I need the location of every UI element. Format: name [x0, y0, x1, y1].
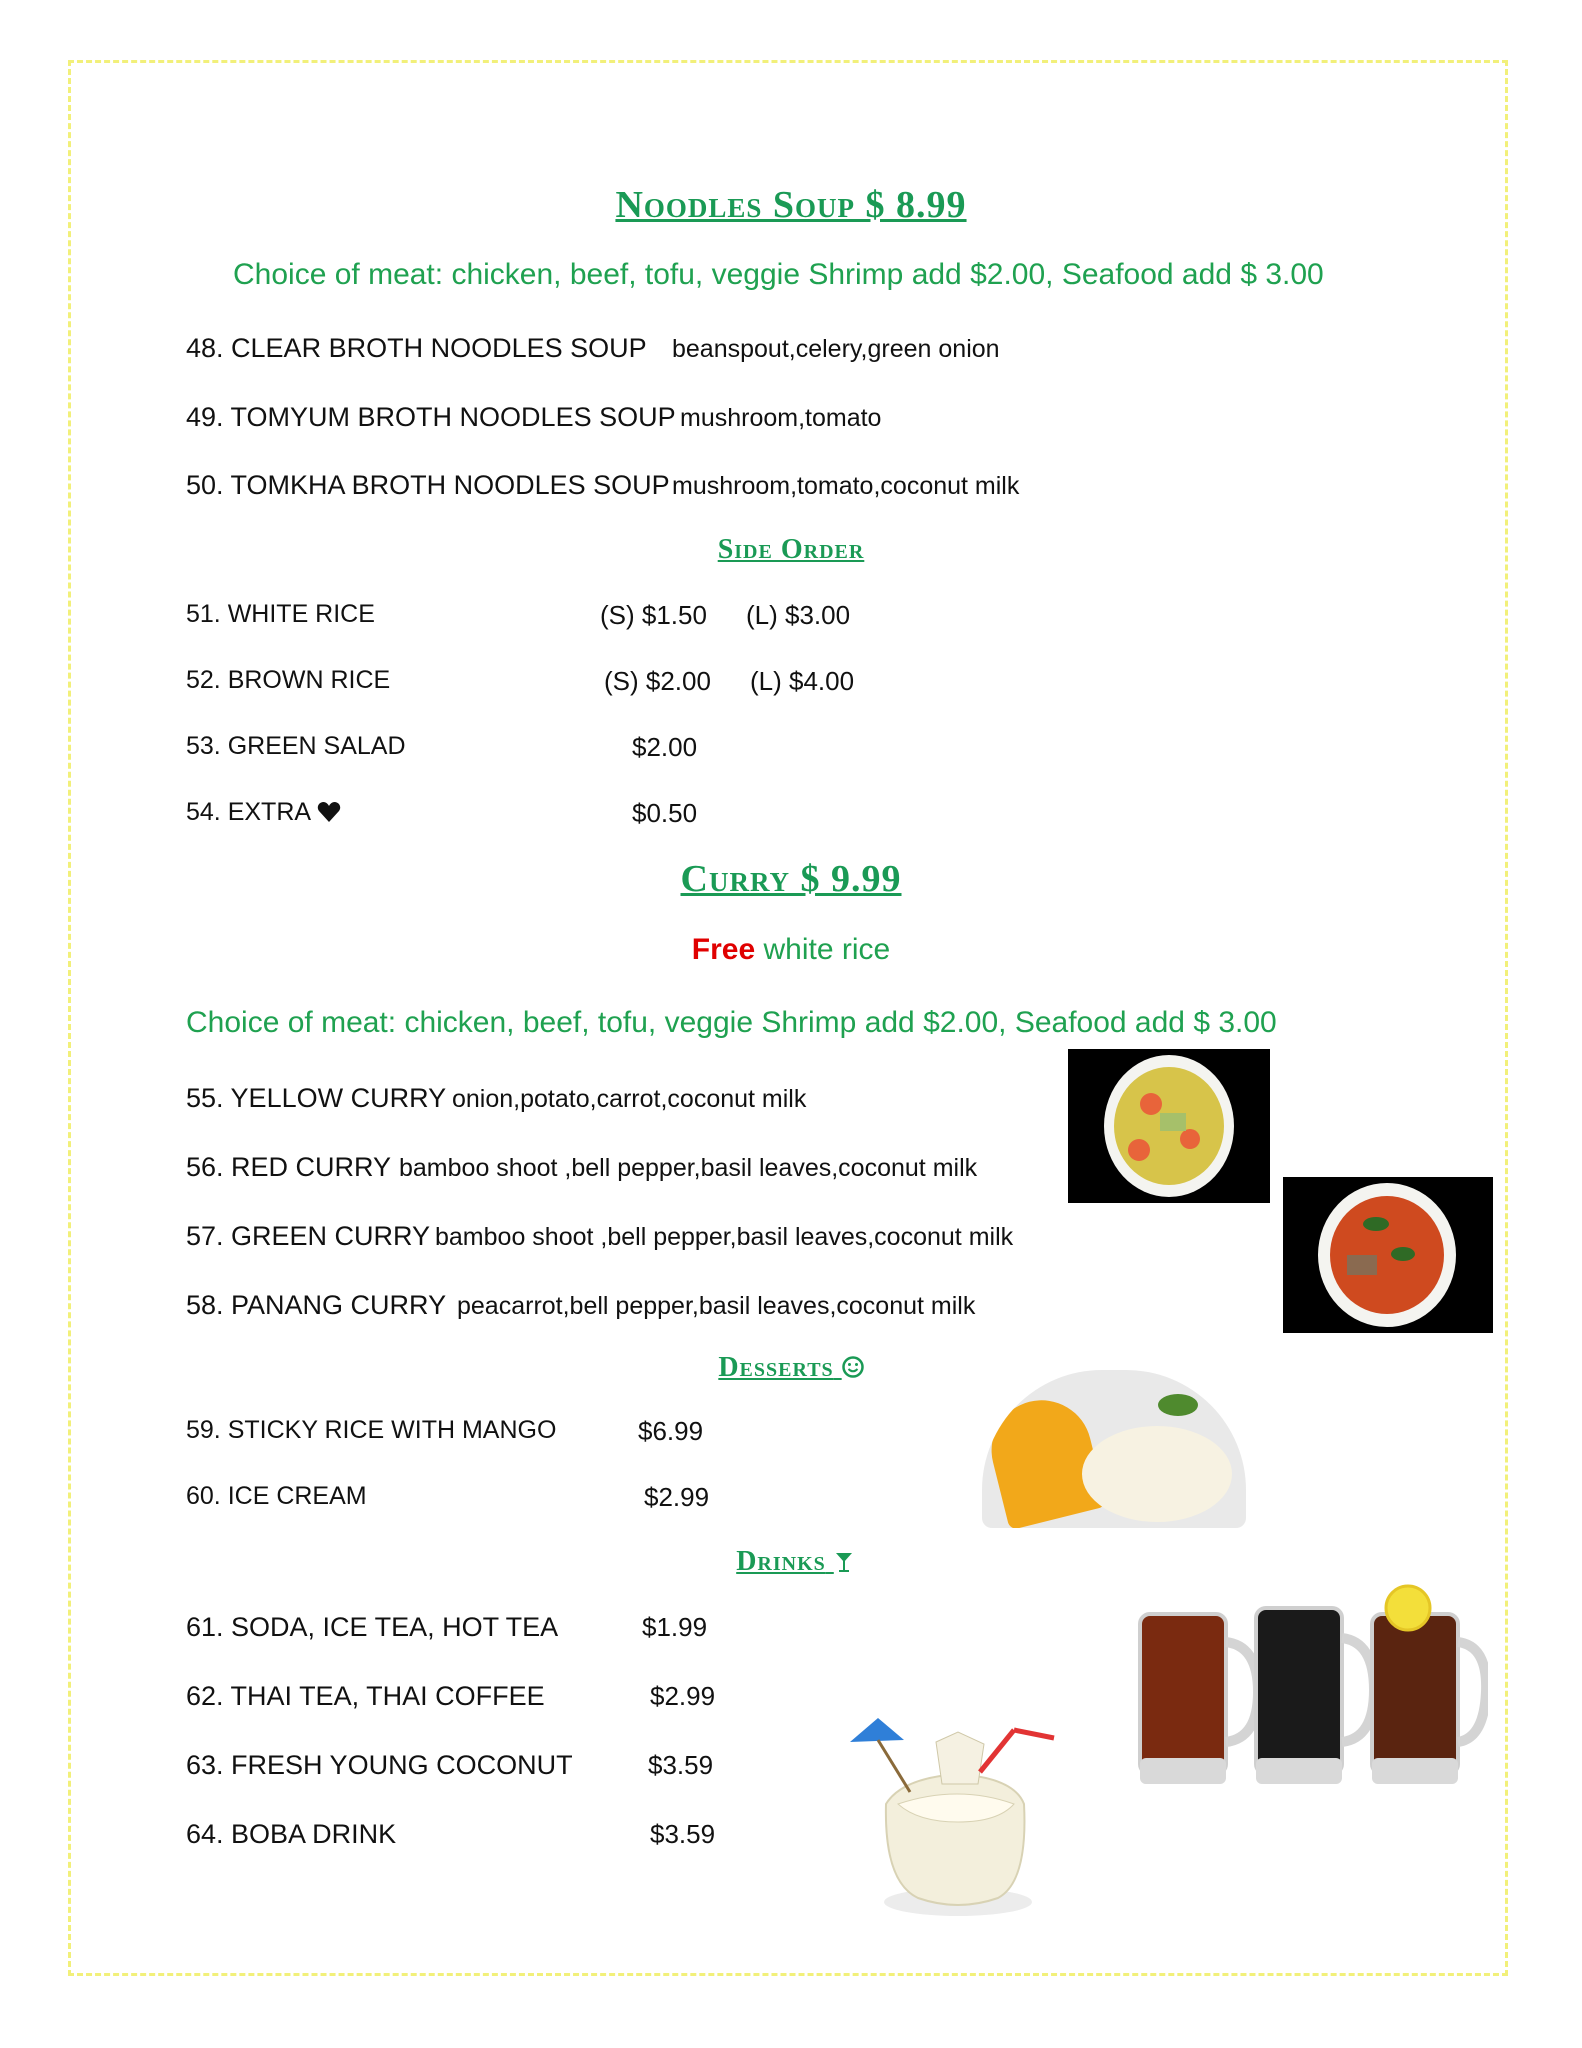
desserts-heading: Desserts [718, 1352, 834, 1383]
menu-item: 58. PANANG CURRY [186, 1290, 447, 1320]
menu-item: 59. STICKY RICE WITH MANGO [186, 1416, 557, 1444]
heart-icon [317, 801, 343, 823]
drinks-heading-row [690, 1546, 900, 1578]
price: $3.59 [650, 1819, 716, 1849]
menu-item: 51. WHITE RICE [186, 600, 375, 628]
menu-item-desc: peacarrot,bell pepper,basil leaves,coconut milk [457, 1292, 976, 1320]
price-large: (L) $3.00 [746, 600, 851, 630]
soda-tea-glasses-photo [1118, 1582, 1488, 1806]
menu-item [186, 798, 343, 827]
menu-item-desc: mushroom,tomato,coconut milk [672, 472, 1020, 500]
menu-item: 53. GREEN SALAD [186, 732, 406, 760]
yellow-curry-photo [1068, 1049, 1270, 1203]
menu-item: 60. ICE CREAM [186, 1482, 367, 1510]
price: $2.99 [644, 1482, 710, 1512]
menu-item: 61. SODA, ICE TEA, HOT TEA [186, 1612, 559, 1642]
drinks-heading: Drinks [736, 1546, 826, 1577]
menu-item: 55. YELLOW CURRY [186, 1083, 447, 1113]
menu-item-desc: beanspout,celery,green onion [672, 335, 1000, 363]
noodles-heading: Noodles Soup $ 8.99 [615, 184, 967, 226]
menu-item: 63. FRESH YOUNG COCONUT [186, 1750, 573, 1780]
price: $1.99 [642, 1612, 708, 1642]
free-rice-note [0, 933, 1582, 967]
menu-item: 56. RED CURRY [186, 1152, 392, 1182]
menu-item-desc: mushroom,tomato [680, 404, 882, 432]
coconut-drink-photo [838, 1712, 1078, 1922]
free-rice-text: white rice [755, 933, 891, 966]
price: $2.99 [650, 1681, 716, 1711]
red-curry-photo [1283, 1177, 1493, 1333]
price-small: (S) $1.50 [600, 600, 707, 630]
menu-item-desc: bamboo shoot ,bell pepper,basil leaves,coconut milk [435, 1223, 1014, 1251]
price-small: (S) $2.00 [604, 666, 711, 696]
menu-item: 64. BOBA DRINK [186, 1819, 397, 1849]
menu-item-label: 54. EXTRA [186, 798, 310, 826]
price: $6.99 [638, 1416, 704, 1446]
menu-item: 57. GREEN CURRY [186, 1221, 431, 1251]
menu-item: 62. THAI TEA, THAI COFFEE [186, 1681, 545, 1711]
menu-item: 48. CLEAR BROTH NOODLES SOUP [186, 333, 647, 363]
menu-item: 49. TOMYUM BROTH NOODLES SOUP [186, 402, 676, 432]
menu-item-desc: onion,potato,carrot,coconut milk [452, 1085, 807, 1113]
curry-heading: Curry $ 9.99 [680, 858, 902, 900]
curry-meat-choice: Choice of meat: chicken, beef, tofu, veggie Shrimp add $2.00, Seafood add $ 3.00 [186, 1006, 1277, 1039]
side-order-heading: Side Order [717, 534, 865, 565]
smiley-icon [842, 1354, 864, 1376]
cocktail-icon [834, 1549, 854, 1571]
price: $3.59 [648, 1750, 714, 1780]
price: $2.00 [632, 732, 698, 762]
desserts-heading-row [686, 1352, 896, 1384]
price: $0.50 [632, 798, 698, 828]
price-large: (L) $4.00 [750, 666, 855, 696]
free-label: Free [691, 933, 756, 966]
menu-item: 52. BROWN RICE [186, 666, 391, 694]
noodles-meat-choice: Choice of meat: chicken, beef, tofu, veggie Shrimp add $2.00, Seafood add $ 3.00 [233, 258, 1324, 291]
menu-item-desc: bamboo shoot ,bell pepper,basil leaves,coconut milk [399, 1154, 978, 1182]
menu-item: 50. TOMKHA BROTH NOODLES SOUP [186, 470, 670, 500]
